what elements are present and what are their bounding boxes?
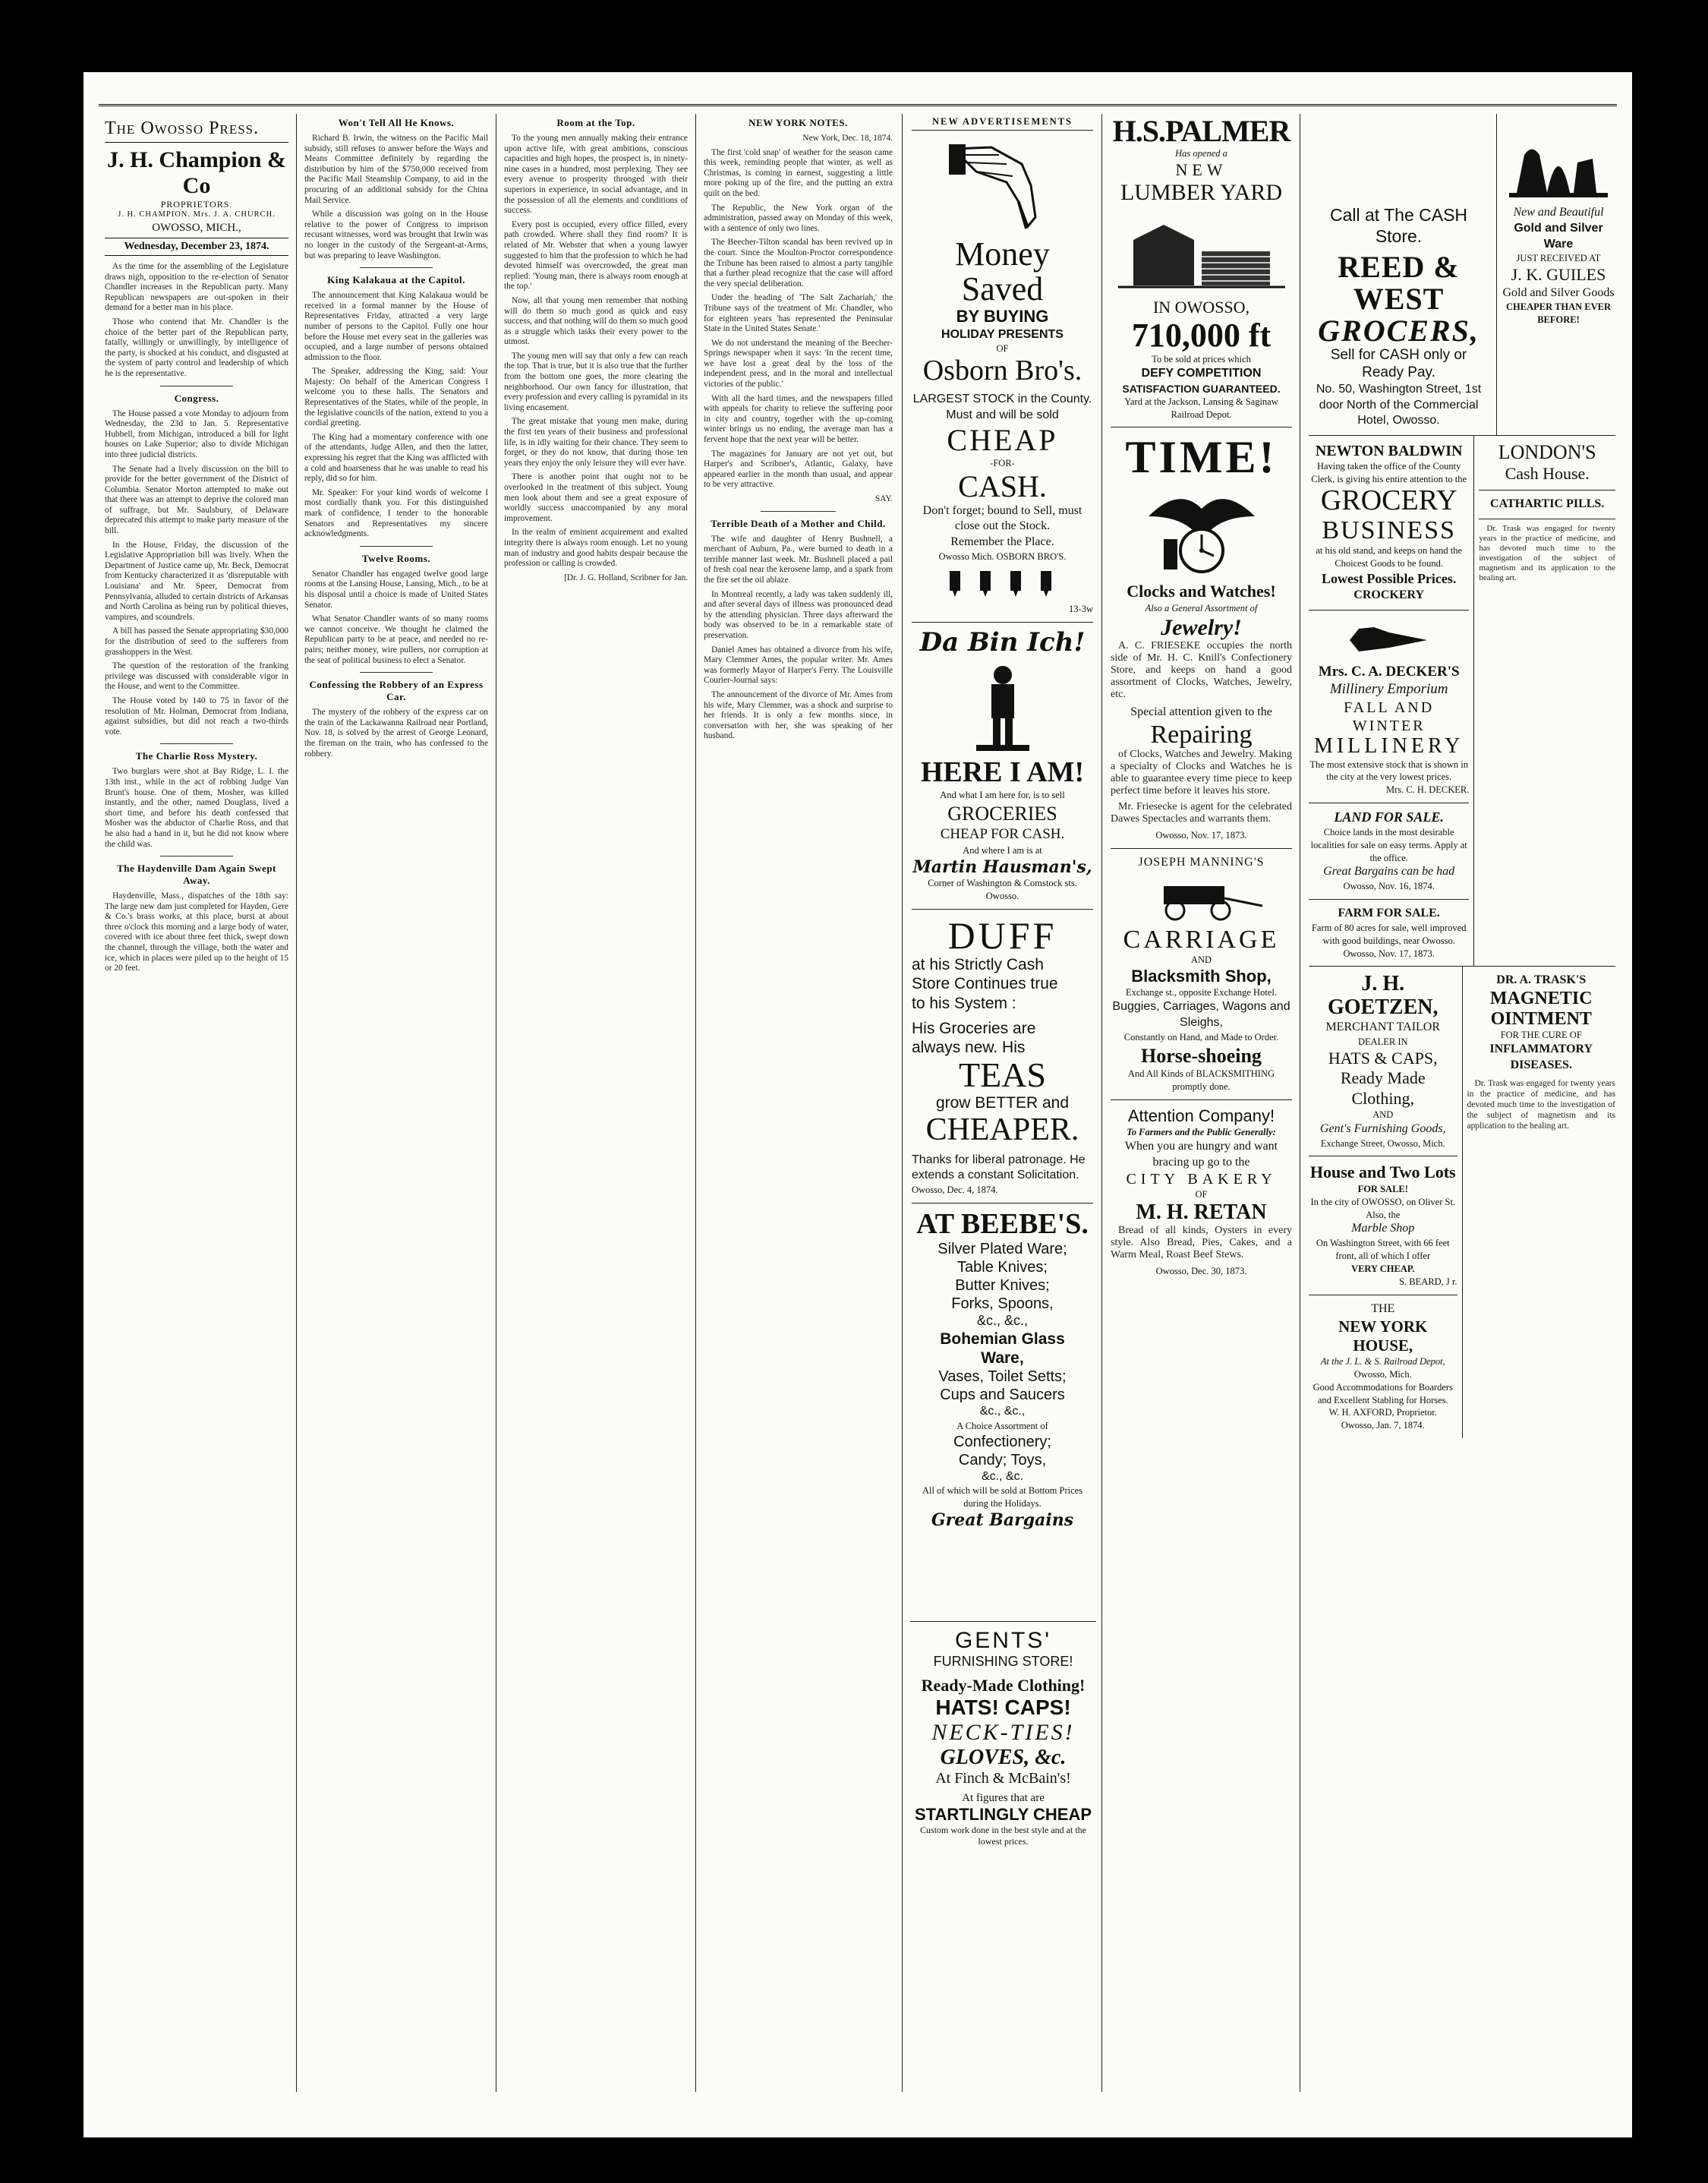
osborn-for: -FOR- — [990, 457, 1015, 468]
farm-date: Owosso, Nov. 17, 1873. — [1343, 948, 1435, 959]
silverware-illustration — [1502, 125, 1615, 200]
column-ads-3 — [1303, 114, 1621, 2092]
ad-new-york-house — [1309, 1295, 1457, 1438]
ad-time-frieseke — [1111, 427, 1292, 848]
article-paragraph: The announcement that King Kalakaua would be received in a formal manner by the House of Representatives Friday, attracted a very large number of persons to the Capitol. Fully one hour before the House met every seat in the galleries was occupied, and a large number of persons obtained admission to the floor. — [304, 291, 488, 362]
article-paragraph: Now, all that young men remember that nothing will do them so much good as quick and easy success, and that nothing will do them so much good as a struggle which tasks their every power to the utmost. — [504, 295, 688, 347]
duff-name: DUFF — [947, 913, 1057, 957]
palmer-opened: Has opened a — [1175, 148, 1227, 159]
newspaper-page — [84, 72, 1632, 2137]
beebe-line: Silver Plated Ware; — [938, 1241, 1067, 1258]
article-paragraph: To the young men annually making their entrance upon active life, with great ambitions, conscious capacities and high hopes, the prospect is, in ninety-nine cases in a hundred, most perplexing. They see every avenue to prosperity thronged with their superiors in experience, in social advantage, and in the possession of all the elements and conditions of success. — [504, 134, 688, 216]
pills-title: CATHARTIC PILLS. — [1490, 497, 1605, 511]
new-advertisements-header — [912, 114, 1093, 131]
ad-osborn — [912, 131, 1093, 623]
decker-millinery: MILLINERY — [1313, 733, 1464, 758]
palmer-amount: 710,000 ft — [1131, 316, 1272, 354]
baldwin-text2: at his old stand, and keeps on hand the Choicest Goods to be found. — [1316, 545, 1462, 569]
london-house: Cash House. — [1505, 463, 1590, 483]
article-heading: The Haydenville Dam Again Swept Away. — [117, 863, 276, 887]
guiles-more: Gold and Silver Goods — [1502, 285, 1615, 299]
gents-gloves: GLOVES, &c. — [940, 1746, 1067, 1769]
bakery-text: Bread of all kinds, Oysters in every style. Also Bread, Pies, Cakes, and a Warm Meal, Roast Beef Stews. — [1111, 1225, 1292, 1261]
article-paragraph: Every post is occupied, every office filled, every path crowded. Where shall they find room? It is related of Mr. Webster that when a young lawyer suggested to him that the profession to which he had devoted himself was overcrowded, the great man replied: 'Young man, there is always room enough at the top.' — [504, 219, 688, 292]
carriage-illustration — [1133, 875, 1270, 921]
right-subcolumn-d — [1462, 967, 1616, 1438]
ad-farm — [1309, 900, 1469, 966]
article-paragraph: We do not understand the meaning of the Beecher-Springs newspaper when it says: 'In the recent time, we have lost a great deal by the loss of the independent press, and in the moral and intellectual victories of the public.' — [704, 338, 893, 390]
manning-blacksmith: Blacksmith Shop, — [1131, 966, 1272, 986]
time-text: A. C. FRIESEKE occupies the north side of Mr. H. C. Knill's Confectionery Store, and keeps on hand a good assortment of Clocks, Watches, Jewelry, etc. — [1111, 639, 1292, 700]
article-paragraph: In Montreal recently, a lady was taken suddenly ill, and after several days of illness was pronounced dead by the attending physician. Three days afterward the body was observed to be in a remarkable state of preservation. — [704, 589, 893, 640]
manning-location: Exchange st., opposite Exchange Hotel. — [1126, 987, 1277, 998]
reed-name: REED & WEST — [1338, 250, 1460, 317]
article-paragraph: In the realm of eminent acquirement and exalted integrity there is always room enough. Let no young man of industry and good habits despair because the profession or calling is crowded. — [504, 528, 688, 569]
guiles-gold: Gold and Silver Ware — [1514, 221, 1603, 251]
palmer-lumber: LUMBER YARD — [1120, 180, 1283, 206]
duff-line: to his System : — [912, 994, 1016, 1012]
article-paragraph: What Senator Chandler wants of so many rooms we cannot conceive. We thought he claimed the Republican party to be at peace, and needed no re-pairs; neither money, wire pullers, nor corruption at the seat of political business to elect a Senator. — [304, 614, 488, 665]
beebe-line: Vases, Toilet Setts; — [938, 1368, 1067, 1386]
time-text2: of Clocks, Watches and Jewelry. Making a specialty of Clocks and Watches he is able to guarantee every time piece to keep perfect time before it leaves his store. — [1111, 748, 1292, 797]
ad-duff — [912, 910, 1093, 1203]
article-paragraph: The Beecher-Tilton scandal has been revived up in the court. Since the Moulton-Proctor correspondence the Tribune has been raised to almost a party tangible that a further plead recognize that the case will afford the very special deliberation. — [704, 238, 893, 289]
trask-diseases: INFLAMMATORY DISEASES. — [1489, 1042, 1593, 1071]
article-paragraph: Two burglars were shot at Bay Ridge, L. I. the 13th inst., while in the act of robbing Judge Van Brunt's house. One of them, Mosher, was killed instantly, and the other, named Douglass, lived a short time, and before his death confessed that Mosher was the abductor of Charlie Ross, and that he also had a hand in it, but he did not know where the child was. — [105, 767, 288, 849]
osborn-cheap: CHEAP — [947, 422, 1058, 457]
farm-text: Farm of 80 acres for sale, well improved with good buildings, near Owosso. — [1311, 922, 1467, 946]
baldwin-business: BUSINESS — [1322, 516, 1456, 544]
gents-title: GENTS' — [954, 1628, 1052, 1653]
bakery-of: OF — [1195, 1189, 1208, 1200]
right-subcolumn-c — [1309, 967, 1462, 1438]
article-heading: The Charlie Ross Mystery. — [135, 750, 258, 762]
article-paragraph: While a discussion was going on in the House relative to the power of Congress to imprison recusant witnesses, word was brought that Irwin was no longer in the custody of the Sergeant-at-Arms, but was preparing to leave Washington. — [304, 210, 488, 260]
palmer-sold: To be sold at prices which — [1152, 353, 1251, 364]
middle-right-ads — [1309, 436, 1615, 967]
medicine-paragraph: Dr. Trask was engaged for twenty years in the practice of medicine, and has devoted much time to the investigation of the subject of magnetism and its application to the healing art. — [1479, 523, 1615, 582]
column-ads-2 — [1105, 114, 1298, 2092]
goetzen-gents: Gent's Furnishing Goods, — [1319, 1121, 1446, 1135]
gents-ready-made: Ready-Made Clothing! — [921, 1676, 1086, 1695]
article-heading: Confessing the Robbery of an Express Car. — [309, 679, 484, 703]
london-name: LONDON'S — [1498, 441, 1596, 464]
house-lots-text2: On Washington Street, with 66 feet front, all of which I offer — [1316, 1238, 1450, 1262]
decker-emporium: Millinery Emporium — [1329, 680, 1448, 697]
ny-house-date: Owosso, Jan. 7, 1874. — [1341, 1420, 1425, 1431]
time-clocks: Clocks and Watches! — [1127, 582, 1276, 601]
ny-house-at: At the J. L. & S. Railroad Depot, — [1320, 1355, 1445, 1367]
duff-line: His Groceries are — [912, 1019, 1036, 1037]
article-paragraph: Richard B. Irwin, the witness on the Pacific Mail subsidy, still refuses to answer before the Ways and Means Committee definitely by regarding the distribution by him of the $750,000 received from the Pacific Mail Steamship Company, to aid in the procuring of an additional subsidy for the China Mail Service. — [304, 134, 488, 205]
hausman-text: And what I am here for, is to sell — [940, 789, 1065, 800]
osborn-dont-forget: Don't forget; bound to Sell, must close out the Stock. — [922, 503, 1082, 533]
right-subcolumn-a — [1309, 436, 1473, 966]
bottom-right-ads — [1309, 967, 1615, 1438]
hausman-groceries: GROCERIES — [947, 802, 1057, 825]
bakery-city: CITY BAKERY — [1126, 1171, 1277, 1188]
article-paragraph: In the House, Friday, the discussion of the Legislative Appropriation bill was lively. When the Department of Justice came up, Mr. Beck, Democrat from Kentucky characterized it as 'disreputable with Louisiana' and Mr. Speer, Democrat from Pennsylvania, alluded to certain districts of Arkansas and North Carolina as being run by political thieves, vampires, and scoundrels. — [105, 540, 288, 622]
column-rule — [902, 114, 903, 2092]
trask-text: Dr. Trask was engaged for twenty years in the practice of medicine, and has devoted much time to the investigation of the subject of magnetism and its application to the healing art. — [1467, 1078, 1615, 1131]
divider — [761, 511, 837, 512]
baldwin-lowest: Lowest Possible Prices. — [1321, 570, 1457, 586]
bakery-when: When you are hungry and want bracing up go to the — [1124, 1139, 1278, 1169]
hausman-address: Corner of Washington & Comstock sts. Owosso. — [928, 877, 1077, 901]
beebe-title: AT BEEBE'S. — [916, 1208, 1089, 1241]
article-paragraph: Those who contend that Mr. Chandler is the choice of the better part of the Republican party, fatally, willingly or unwillingly, by intelligence of the party, is shocked at his conduct, and disgusted at the system of party control and leadership of which he is the representative. — [105, 317, 288, 378]
land-bargains: Great Bargains can be had — [1323, 865, 1455, 879]
osborn-largest: LARGEST STOCK in the County. Must and will be sold — [912, 393, 1092, 421]
divider — [360, 672, 433, 673]
ad-baldwin — [1309, 436, 1469, 610]
masthead-date: Wednesday, December 23, 1874. — [105, 238, 288, 256]
time-special: Special attention given to the — [1130, 705, 1272, 718]
goetzen-hats: HATS & CAPS, — [1328, 1048, 1438, 1068]
proprietors-label: PROPRIETORS. — [160, 199, 233, 210]
beebe-line: Bohemian Glass — [940, 1330, 1065, 1348]
top-right-ads — [1309, 114, 1615, 436]
duff-line: always new. His — [912, 1038, 1026, 1056]
medicine-text-block — [1479, 519, 1615, 583]
column-ads-1 — [906, 114, 1099, 2092]
manning-name: JOSEPH MANNING'S — [1138, 855, 1265, 869]
pointing-hands-icon — [942, 568, 1064, 598]
house-lots-title: House and Two Lots — [1309, 1162, 1456, 1182]
goetzen-name: J. H. GOETZEN, — [1328, 972, 1439, 1020]
article-paragraph: The magazines for January are not yet out, but Harper's and Scribner's, Atlantic, Galaxy, have appeared earlier in the month than usual, and appear to be very attractive. — [704, 449, 893, 490]
duff-date: Owosso, Dec. 4, 1874. — [912, 1185, 998, 1196]
gents-startlingly: STARTLINGLY CHEAP — [914, 1805, 1092, 1824]
ad-reed-west — [1309, 114, 1489, 435]
eagle-clock-illustration — [1133, 486, 1270, 577]
bakery-attention: Attention Company! — [1127, 1106, 1275, 1125]
beebe-line: &c., &c., — [976, 1313, 1029, 1329]
article-paragraph: Under the heading of 'The Salt Zachariah,' the Tribune says of the treatment of Mr. Chandler, who for eighteen years 'has represented the Peninsular State in the United States Senate.' — [704, 293, 893, 334]
article-paragraph: Daniel Ames has obtained a divorce from his wife, Mary Clemmer Ames, the popular writer. Mr. Ames was formerly Mayor of Harper's Ferry. The Louisville Courier-Journal says: — [704, 645, 893, 686]
beebe-line: Candy; Toys, — [958, 1451, 1047, 1468]
manning-carriage: CARRIAGE — [1123, 925, 1280, 954]
baldwin-name: NEWTON BALDWIN — [1315, 443, 1463, 460]
goetzen-dealer: DEALER IN — [1357, 1036, 1408, 1047]
goetzen-address: Exchange Street, Owosso, Mich. — [1320, 1137, 1445, 1149]
proprietors-names: J. H. CHAMPION. Mrs. J. A. CHURCH. — [118, 210, 276, 219]
guiles-name: J. K. GUILES — [1511, 265, 1606, 285]
osborn-by-buying: BY BUYING — [956, 307, 1049, 327]
duff-line: grow BETTER and — [935, 1094, 1070, 1112]
decker-fall: FALL AND WINTER — [1344, 699, 1435, 734]
manning-all: And All Kinds of BLACKSMITHING promptly done. — [1127, 1068, 1275, 1092]
ad-guiles — [1496, 114, 1615, 435]
manning-horse: Horse-shoeing — [1141, 1044, 1262, 1067]
time-title: TIME! — [1125, 432, 1278, 483]
manning-buggies: Buggies, Carriages, Wagons and Sleighs, — [1112, 1000, 1290, 1029]
osborn-footer: Owosso Mich. OSBORN BRO'S. — [938, 550, 1067, 562]
ad-house-lots — [1309, 1156, 1457, 1295]
time-date: Owosso, Nov. 17, 1873. — [1155, 829, 1247, 841]
article-paragraph: The young men will say that only a few can reach the top. That is true, but it is also true that the further from the bottom one goes, the more clearing the neighborhood. Our own fancy for illustration, that every profession and every calling is pyramidal in its living encasement. — [504, 351, 688, 412]
osborn-code: 13-3w — [1069, 603, 1093, 614]
pointing-hand-icon — [946, 141, 1060, 232]
ad-goetzen — [1309, 967, 1457, 1156]
divider — [160, 743, 234, 744]
goetzen-merchant: MERCHANT TAILOR — [1325, 1021, 1441, 1034]
osborn-money-saved: Money Saved — [955, 235, 1050, 308]
reed-call: Call at The CASH Store. — [1329, 205, 1468, 246]
article-heading: Room at the Top. — [556, 117, 635, 128]
column-news-3 — [498, 114, 694, 2092]
article-paragraph: A bill has passed the Senate appropriating $30,000 for the distribution of seed to the sufferers from grasshoppers in the West. — [105, 626, 288, 657]
ny-house-name: NEW YORK HOUSE, — [1338, 1317, 1428, 1355]
gents-furnishing: FURNISHING STORE! — [933, 1654, 1073, 1669]
beebe-line: &c., &c. — [981, 1469, 1024, 1483]
hausman-name: Martin Hausman's, — [912, 856, 1092, 877]
right-subcolumn-b — [1473, 436, 1615, 966]
article-signature: [Dr. J. G. Holland, Scribner for Jan. — [564, 573, 688, 582]
lumber-yard-illustration — [1118, 210, 1285, 293]
article-paragraph: The House voted by 140 to 75 in favor of the resolution of Mr. Holman, Democrat from Indiana, against subsidies, but did not reach a two-thirds vote. — [105, 696, 288, 737]
article-heading: Twelve Rooms. — [361, 552, 431, 564]
gents-tail: Custom work done in the best style and at the lowest prices. — [920, 1825, 1086, 1847]
ad-decker — [1309, 610, 1469, 803]
article-paragraph: As the time for the assembling of the Legislature draws nigh, opposition to the re-election of Senator Chandler increases in the Republican party. Many Republican newspapers are out-spoken in their demand for a better man in his place. — [105, 262, 288, 313]
manning-and: AND — [1190, 954, 1212, 965]
manning-constantly: Constantly on Hand, and Made to Order. — [1123, 1031, 1279, 1043]
column-news-4 — [698, 114, 899, 2092]
article-paragraph: The Republic, the New York organ of the administration, passed away on Monday of this week, with a sentence of only two lines. — [704, 203, 893, 233]
gents-at: At Finch & McBain's! — [935, 1770, 1071, 1787]
time-repairing: Repairing — [1150, 720, 1253, 749]
beebe-line: Table Knives; — [957, 1259, 1048, 1276]
hausman-cheap-cash: CHEAP FOR CASH. — [940, 825, 1065, 842]
article-paragraph: The great mistake that young men make, during the first ten years of their business and professional life, is in idly waiting for their chance. They seem to forget, or they do not know, that during those ten years they enjoy the only leisure they will ever have. — [504, 417, 688, 468]
article-paragraph: Senator Chandler has engaged twelve good large rooms at the Lansing House, Lansing, Mich., to be at his disposal until a choice is made of United States Senator. — [304, 569, 489, 610]
top-double-rule — [99, 104, 1617, 106]
article-heading: King Kalakaua at the Capitol. — [327, 274, 465, 286]
palmer-new: NEW — [1175, 159, 1227, 179]
land-date: Owosso, Nov. 16, 1874. — [1343, 881, 1435, 892]
house-lots-cheap: VERY CHEAP. — [1351, 1263, 1415, 1275]
land-title: LAND FOR SALE. — [1334, 809, 1444, 825]
osborn-of: OF — [996, 343, 1009, 355]
duff-cheaper: CHEAPER. — [925, 1112, 1079, 1147]
article-heading: Congress. — [174, 392, 219, 404]
divider — [360, 546, 433, 547]
masthead-divider — [105, 142, 288, 143]
baldwin-crockery: CROCKERY — [1353, 588, 1425, 602]
article-paragraph: The King had a momentary conference with one of the attendants, Judge Allen, and then the latter, expressing his regret that the King was afflicted with a cold and hoarseness that he was unable to read his reply, did so for him. — [304, 432, 488, 484]
ad-land — [1309, 803, 1469, 900]
decker-text: The most extensive stock that is shown in the city at the very lowest prices. — [1309, 759, 1468, 783]
ad-trask — [1467, 967, 1616, 1140]
duff-line: Store Continues true — [912, 975, 1058, 993]
article-paragraph: The House passed a vote Monday to adjourn from Wednesday, the 23d to Jan. 5. Representative Hubbell, from Michigan, introduced a bill for light houses on Lake Superior; also to divide Michigan into three judicial districts. — [105, 409, 288, 459]
ny-house-the: THE — [1371, 1301, 1395, 1315]
standing-man-illustration — [969, 661, 1037, 752]
masthead-title: The Owosso Press. — [105, 118, 260, 138]
gents-neckties: NECK-TIES! — [931, 1720, 1075, 1745]
article-paragraph: The mystery of the robbery of the express car on the train of the Lackawanna Railroad near Portland, Nov. 18, is solved by the arrest of George Leonard, the fireman on the train, who has confessed to the robbery. — [304, 708, 488, 759]
guiles-cheaper: CHEAPER THAN EVER BEFORE! — [1506, 301, 1611, 326]
article-paragraph: The announcement of the divorce of Mr. Ames from his wife, Mary Clemmer, was a shock and surprise to her friends. It is only a few months since, in conversation with her, she was speaking of her husband. — [704, 689, 893, 741]
beebe-line: A Choice Assortment of — [956, 1420, 1048, 1431]
reed-grocers: GROCERS, — [1318, 314, 1480, 349]
decker-sig: Mrs. C. H. DECKER. — [1385, 784, 1470, 796]
column-editorial — [99, 114, 295, 2092]
palmer-name: H.S.PALMER — [1112, 114, 1290, 148]
article-paragraph: The question of the restoration of the franking privilege was discussed with considerable vigor in the House, and went to the Committee. — [105, 661, 288, 692]
bakery-farmers: To Farmers and the Public Generally: — [1127, 1126, 1276, 1137]
article-heading: Terrible Death of a Mother and Child. — [711, 517, 886, 529]
article-heading: NEW YORK NOTES. — [748, 117, 848, 128]
ny-house-town: Owosso, Mich. — [1353, 1368, 1412, 1380]
house-lots-text: In the city of OWOSSO, on Oliver St. — [1310, 1196, 1456, 1207]
osborn-cash: CASH. — [958, 468, 1047, 503]
article-paragraph: The wife and daughter of Henry Bushnell, a merchant of Auburn, Pa., were burned to death in a terrible manner last week. Mr. Bushnell placed a pail of fresh coal near the kerosene lamp, and a spark from the fire set the oil ablaze. — [704, 534, 893, 585]
column-rule — [1101, 114, 1102, 2092]
reed-address: No. 50, Washington Street, 1st door North of the Commercial Hotel, Owosso. — [1316, 382, 1482, 427]
house-lots-marble: Marble Shop — [1351, 1222, 1415, 1235]
ad-london — [1479, 436, 1615, 491]
trask-magnetic: MAGNETIC OINTMENT — [1489, 989, 1593, 1029]
house-lots-for-sale: FOR SALE! — [1357, 1183, 1408, 1194]
ad-beebe — [912, 1203, 1093, 1536]
article-dateline: New York, Dec. 18, 1874. — [802, 134, 893, 143]
gents-hats: HATS! CAPS! — [935, 1696, 1071, 1719]
time-text3: Mr. Friesecke is agent for the celebrated Dawes Spectacles and warrants them. — [1111, 800, 1292, 825]
article-paragraph: Haydenville, Mass., dispatches of the 18th say: The large new dam just completed for Hayden, Gere & Co.'s brass works, at this place, burst at about three o'clock this morning and a large body of water, covered with ice about three feet thick, swept down the channel, through the village, both the water and ice, which in places were piled up to the height of 15 or 20 feet. — [105, 891, 288, 973]
palmer-satisfaction: SATISFACTION GUARANTEED. — [1122, 382, 1281, 395]
article-signature: SAY. — [874, 494, 893, 503]
beebe-line: Cups and Saucers — [940, 1386, 1065, 1404]
hausman-here: HERE I AM! — [920, 756, 1085, 789]
article-paragraph: The first 'cold snap' of weather for the season came this week, reminding people that winter, as well as Christmas, is coming in earnest, suggesting a little more poking up of the fire, and the putting an extra quilt on the bed. — [704, 147, 893, 198]
hausman-da-bin: Da Bin Ich! — [919, 626, 1086, 658]
decker-name: Mrs. C. A. DECKER'S — [1318, 664, 1460, 680]
ad-city-bakery — [1111, 1100, 1292, 1284]
trask-name: DR. A. TRASK'S — [1496, 973, 1587, 987]
duff-line: at his Strictly Cash — [912, 956, 1044, 974]
ad-cathartic-pills — [1479, 491, 1615, 519]
beebe-line: Ware, — [981, 1349, 1024, 1367]
article-paragraph: The Speaker, addressing the King, said: Your Majesty: On behalf of the American Congress I welcome you to these halls. The Senators and Representatives of the States, while of the people, in the legislative councils of the nation, extend to you a cordial greeting. — [304, 367, 488, 428]
bakery-name: M. H. RETAN — [1136, 1200, 1267, 1225]
house-lots-also: Also, the — [1366, 1209, 1401, 1220]
time-jewelry: Jewelry! — [1161, 614, 1242, 640]
ny-house-text: Good Accommodations for Boarders and Excellent Stabling for Horses. — [1313, 1381, 1453, 1405]
masthead-place: OWOSSO, MICH., — [152, 222, 241, 234]
palmer-defy: DEFY COMPETITION — [1141, 366, 1262, 380]
baldwin-grocery: GROCERY — [1320, 484, 1457, 516]
palmer-in: IN OWOSSO, — [1152, 298, 1250, 317]
land-text: Choice lands in the most desirable localities for sale on easy terms. Apply at the office. — [1310, 826, 1467, 863]
gents-figures: At figures that are — [962, 1792, 1045, 1804]
article-paragraph: With all the hard times, and the newspapers filled with appeals for charity to relieve the suffering poor in city and country, together with the up-coming winter brings us no ending, the average man has a fervent hope that the next year will be better. — [704, 393, 893, 445]
reed-sell: Sell for CASH only or Ready Pay. — [1330, 347, 1467, 380]
house-lots-sig: S. BEARD, J r. — [1399, 1276, 1457, 1287]
osborn-name: Osborn Bro's. — [922, 355, 1082, 387]
hausman-found: And where I am is at — [963, 844, 1042, 856]
ad-manning — [1111, 849, 1292, 1100]
ny-house-prop: W. H. AXFORD, Proprietor. — [1328, 1407, 1437, 1418]
beebe-line: &c., &c., — [979, 1405, 1026, 1418]
pointing-hand-icon — [1344, 621, 1435, 659]
time-also: Also a General Assortment of — [1145, 602, 1258, 614]
proprietors-name: J. H. Champion & Co — [107, 147, 286, 198]
ad-palmer — [1111, 114, 1292, 427]
beebe-line: Butter Knives; — [955, 1277, 1050, 1295]
column-rule — [695, 114, 696, 2092]
baldwin-text: Having taken the office of the County Clerk, is giving his entire attention to the — [1311, 461, 1467, 485]
article-paragraph: There is another point that ought not to be overlooked in the treatment of this subject. Young men look about them and see a great exposure of worldly success unaccompanied by any moral improvement. — [504, 472, 688, 523]
article-paragraph: Mr. Speaker: For your kind words of welcome I most cordially thank you. For this distinguished mark of confidence, I tender to the honorable Senators and Representatives my sincere acknowledgments. — [304, 487, 488, 539]
beebe-line: Confectionery; — [953, 1433, 1051, 1450]
duff-teas: TEAS — [959, 1055, 1046, 1095]
article-paragraph: The Senate had a lively discussion on the bill to provide for the better government of the District of Columbia. Senator Morton attempted to make out that there was an attempt to deprive the colored man of suffrage, but Mr. Saulsbury, of Delaware deprecated this attempt to make party measure of the bill. — [105, 464, 288, 536]
divider — [360, 267, 433, 268]
column-rule — [296, 114, 297, 2092]
article-heading: Won't Tell All He Knows. — [338, 117, 455, 128]
bakery-date: Owosso, Dec. 30, 1873. — [1155, 1266, 1247, 1277]
palmer-yard: Yard at the Jackson, Lansing & Saginaw Railroad Depot. — [1124, 396, 1278, 420]
guiles-at: JUST RECEIVED AT — [1516, 253, 1601, 264]
ad-hausman — [912, 623, 1093, 910]
beebe-line: All of which will be sold at Bottom Prices during the Holidays. — [922, 1485, 1083, 1509]
section-label: NEW ADVERTISEMENTS — [931, 116, 1073, 127]
duff-thanks: Thanks for liberal patronage. He extends a constant Solicitation. — [912, 1153, 1086, 1182]
guiles-new: New and Beautiful — [1513, 206, 1604, 219]
beebe-bargains: Great Bargains — [931, 1510, 1074, 1531]
osborn-remember: Remember the Place. — [950, 535, 1054, 549]
osborn-holiday: HOLIDAY PRESENTS — [941, 327, 1064, 341]
trask-for: FOR THE CURE OF — [1500, 1030, 1582, 1041]
goetzen-ready: Ready Made Clothing, — [1340, 1068, 1426, 1108]
farm-title: FARM FOR SALE. — [1338, 907, 1440, 920]
goetzen-and: AND — [1372, 1109, 1394, 1120]
column-news-2 — [298, 114, 494, 2092]
beebe-line: Forks, Spoons, — [951, 1295, 1054, 1313]
